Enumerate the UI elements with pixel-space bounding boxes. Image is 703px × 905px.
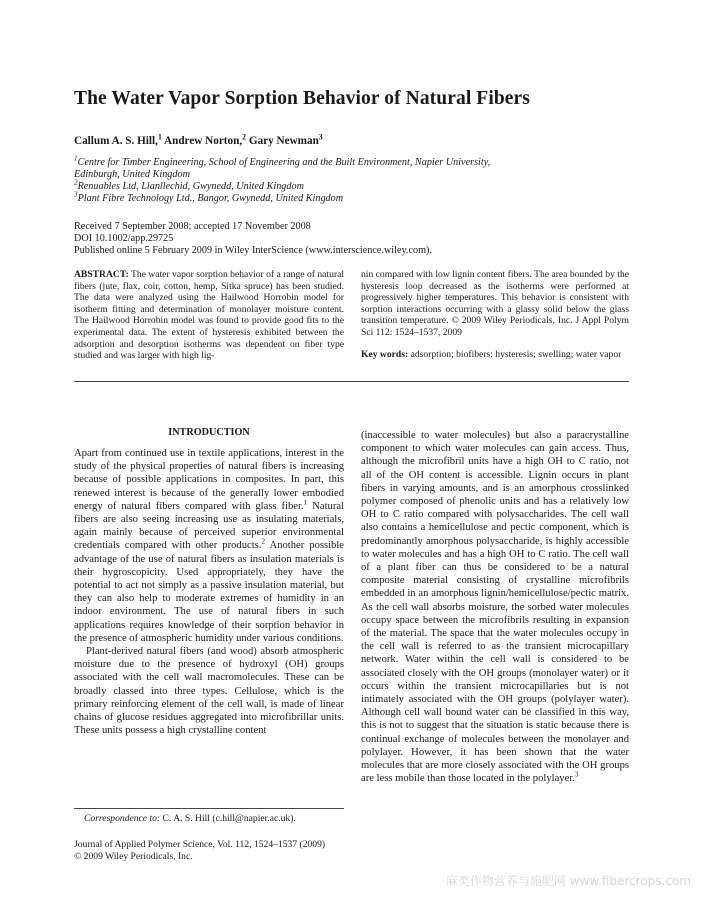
author-hill-affil: 1 [157,132,162,142]
abstract-text-left: The water vapor sorption behavior of a range of natural fibers (jute, flax, coir, cotton, hemp, Sitka spruce) has been studied. The data were analyzed using the Hailwood Horrobin model for isotherm fitting and determination of monolayer moisture content. The Hailwood Horrobin model was found to provide good fits to the experimental data. The extent of hysteresis exhibited between the adsorption and desorption isotherms was dependent on fiber type studied and was larger with high lig- [74,269,344,362]
published-online: Published online 5 February 2009 in Wiley InterScience (www.interscience.wiley.com). [74,245,432,257]
author-list [74,132,323,147]
journal-info [74,839,325,862]
affiliation-2: $^2$Renuables Ltd, Llanllechid, Gwynedd, United Kingdom [74,178,304,192]
correspondence-note [84,813,296,824]
abstract-divider [74,381,629,382]
author-norton-affil: 2 [242,132,247,142]
affiliation-1-cont: Edinburgh, United Kingdom [74,169,190,180]
doi: DOI 10.1002/app.29725 [74,233,174,245]
intro-paragraph-1: Apart from continued use in textile applications, interest in the study of the physical properties of natural fibers is increasing because of possible applications in composites. In part, this renewed interest is because of the generally lower embodied energy of natural fibers compared with glass fiber.$^1$ Natural fibers are also seeing increasing use as insulating materials, again mainly because of perceived superior environmental credentials compared with other products.$^2$ Another possible advantage of the use of natural fibers as insulation materials is their hygroscopicity. Used appropriately, they have the potential to act not simply as a passive insulation material, but they can also help to moderate extremes of humidity in an indoor environment. The use of natural fibers in such applications requires knowledge of their sorption behavior in the presence of atmospheric humidity under various conditions. [74,448,344,644]
keywords [361,349,629,361]
author-newman: Gary Newman [246,135,319,147]
journal-citation: Journal of Applied Polymer Science, Vol. 112, 1524–1537 (2009) [74,839,326,850]
author-hill: Callum A. S. Hill, [74,135,158,147]
abstract-label: ABSTRACT: [74,269,129,280]
affiliation-3: $^3$Plant Fibre Technology Ltd., Bangor, Gwynedd, United Kingdom [74,190,344,204]
abstract-left [74,269,344,362]
publication-history [74,221,432,258]
correspondence-label: Correspondence to: [84,813,161,824]
body-column-right [361,429,629,785]
paper-title: The Water Vapor Sorption Behavior of Natural Fibers [74,88,530,109]
correspondence-text: C. A. S. Hill (c.hill@napier.ac.uk). [160,813,296,824]
affiliation-1: $^1$Centre for Timber Engineering, School of Engineering and the Built Environment, Napier University, [74,154,491,168]
intro-paragraph-2: Plant-derived natural fibers (and wood) absorb atmospheric moisture due to the presence of hydroxyl (OH) groups associated with the cell wall macromolecules. These can be broadly classed into three types. Cellulose, which is the primary reinforcing element of the cell wall, is made of linear chains of glucose residues aggregated into microfibrillar units. These units possess a high crystalline content [74,646,344,737]
section-heading-introduction: INTRODUCTION [168,427,250,438]
received-date: Received 7 September 2008; accepted 17 November 2008 [74,221,311,232]
keywords-label: Key words: [361,349,409,360]
author-norton: Andrew Norton, [161,135,243,147]
abstract-right [361,269,629,339]
keywords-text: adsorption; biofibers; hysteresis; swelling; water vapor [408,349,622,360]
site-watermark: 麻类作物营养与施肥网 www.fibercrops.com [445,874,691,888]
author-newman-affil: 3 [318,132,323,142]
body-column-left [74,447,344,737]
abstract-text-right: nin compared with low lignin content fibers. The area bounded by the hysteresis loop decreased as the isotherms were performed at progressively higher temperatures. This behavior is consistent with sorption interactions occurring with a glassy solid below the glass transition temperature. © 2009 Wiley Periodicals, Inc. J Appl Polym Sci 112: 1524–1537, 2009 [361,269,629,338]
footnote-divider [74,808,344,809]
journal-copyright: © 2009 Wiley Periodicals, Inc. [74,850,193,862]
intro-paragraph-2-cont: (inaccessible to water molecules) but also a paracrystalline component to which water molecules can gain access. Thus, although the microfibril units have a high OH to C ratio, not all of the OH content is accessible. Lignin occurs in plant fibers in varying amounts, and is an amorphous crosslinked polymer composed of phenolic units and has a relatively low OH to C ratio compared with polysaccharides. The cell wall also contains a hemicellulose and pectic component, which is predominantly amorphous polysaccharide, is highly accessible to water molecules and has a high OH to C ratio. The cell wall of a plant fiber can thus be considered to be a natural composite material consisting of crystalline microfibrils embedded in an amorphous lignin/hemicellulose/pectic matrix. As the cell wall absorbs moisture, the sorbed water molecules occupy space between the microfibrils resulting in expansion of the material. The space that the water molecules occupy in the cell wall is referred to as the transient microcapillary network. Water within the cell wall is considered to be associated closely with the OH groups (monolayer water) or it occurs within the transient microcapillaries but is not intimately associated with the OH groups (polylayer water). Although cell wall bound water can be classified in this way, this is not to suggest that the situation is static because there is continual exchange of molecules between the monolayer and polylayer. However, it has been shown that the water molecules that are more closely associated with the OH groups are less mobile than those located in the polylayer.$^3$ [361,430,629,785]
